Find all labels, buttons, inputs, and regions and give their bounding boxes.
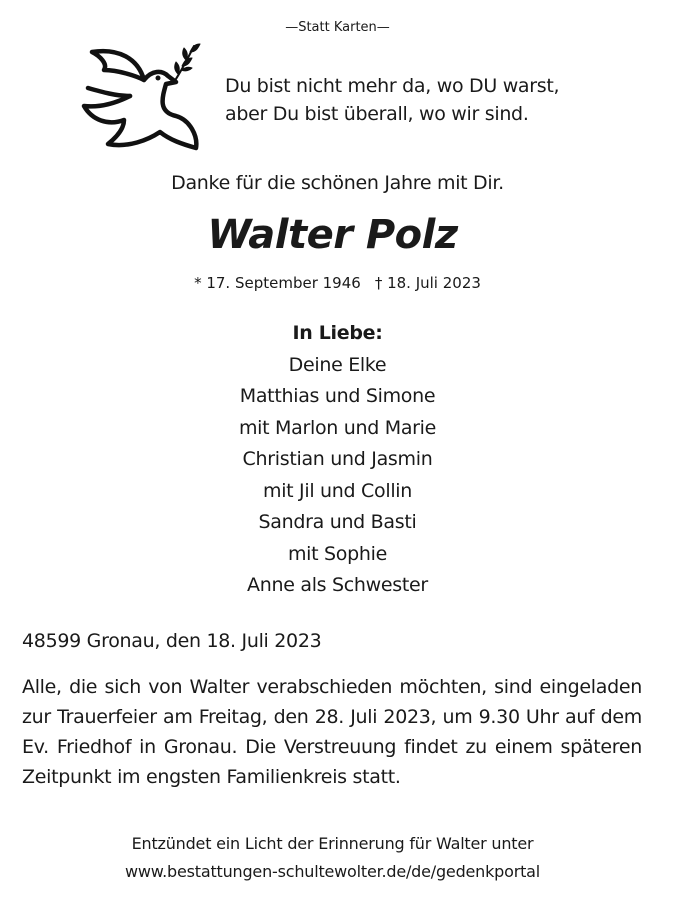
quote-line: aber Du bist überall, wo wir sind. [225, 103, 529, 125]
funeral-notice: Alle, die sich von Walter verabschieden möchten, sind eingeladen zur Trauerfeier am Freitag, den 28. Juli 2023, um 9.30 Uhr auf dem Ev. Friedhof in Gronau. Die Verstreuung findet zu einem späteren Zeitpunkt im engsten Familienkreis statt. [22, 676, 642, 788]
mourner-line: Matthias und Simone [239, 385, 436, 407]
memorial-portal-note [0, 830, 665, 886]
mourners-list [0, 318, 675, 602]
statt-karten-label: —Statt Karten— [285, 20, 390, 35]
mourner-line: Christian und Jasmin [242, 448, 433, 470]
quote-line: Du bist nicht mehr da, wo DU warst, [225, 75, 560, 97]
footer-line: Entzündet ein Licht der Erinnerung für Walter unter [131, 834, 534, 853]
birth-date: * 17. September 1946 [194, 274, 361, 292]
deceased-name: Walter Polz [207, 212, 458, 258]
mourner-line: mit Jil und Collin [262, 479, 413, 502]
mourners-heading: In Liebe: [292, 322, 383, 344]
memorial-portal-url: www.bestattungen-schultewolter.de/de/gedenkportal [124, 862, 541, 881]
thanks-line: Danke für die schönen Jahre mit Dir. [171, 172, 504, 194]
mourner-line: mit Sophie [287, 542, 388, 565]
life-dates [0, 274, 675, 292]
mourner-line: Anne als Schwester [247, 574, 428, 596]
death-date: † 18. Juli 2023 [374, 274, 481, 292]
mourner-line: Deine Elke [288, 353, 387, 376]
memorial-quote [225, 72, 559, 128]
dove-icon [78, 40, 208, 155]
mourner-line: Sandra und Basti [258, 511, 417, 533]
place-and-date: 48599 Gronau, den 18. Juli 2023 [22, 630, 322, 652]
mourner-line: mit Marlon und Marie [238, 416, 437, 439]
